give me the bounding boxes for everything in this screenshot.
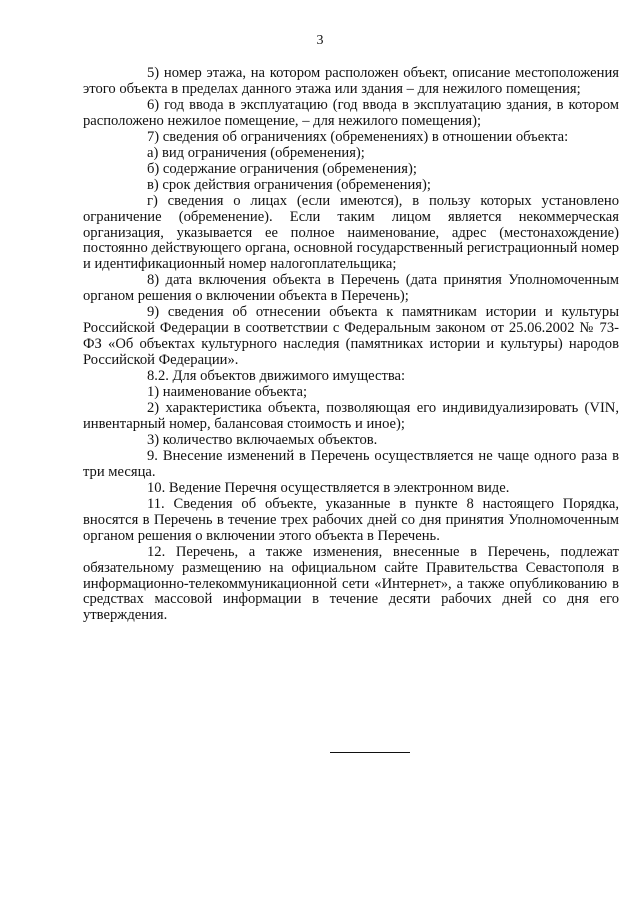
paragraph-clause-11: 11. Сведения об объекте, указанные в пункте 8 настоящего Порядка, вносятся в Перечень в течение трех рабочих дней со дня принятия Уполномоченным органом решения о включении этого объекта в Перечень. (83, 495, 619, 544)
paragraph-item-8-date: 8) дата включения объекта в Перечень (дата принятия Уполномоченным органом решения о включении объекта в Перечень); (83, 272, 619, 305)
paragraph-clause-9: 9. Внесение изменений в Перечень осуществляется не чаще одного раза в три месяца. (83, 447, 619, 480)
paragraph-item-5-floor: 5) номер этажа, на котором расположен объект, описание местоположения этого объекта в пределах данного этажа или здания – для нежилого помещения; (83, 65, 619, 97)
paragraph-section-8-2: 8.2. Для объектов движимого имущества: (147, 368, 406, 385)
paragraph-movable-1: 1) наименование объекта; (147, 384, 308, 401)
paragraph-item-7-restrictions: 7) сведения об ограничениях (обременениях) в отношении объекта: (147, 128, 569, 145)
paragraph-subitem-g: г) сведения о лицах (если имеются), в пользу которых установлено ограничение (обременение). Если таким лицом является некоммерческая организация, указывается ее полное наименование, адрес (местонахождение) постоянно действующего органа, основной государственный регистрационный номер и идентификационный номер налогоплательщика; (83, 192, 619, 273)
closing-divider-line (330, 752, 410, 753)
page-number: 3 (316, 33, 324, 48)
paragraph-item-6-year: 6) год ввода в эксплуатацию (год ввода в эксплуатацию здания, в котором расположено нежилое помещение, – для нежилого помещения); (83, 96, 619, 129)
paragraph-movable-2: 2) характеристика объекта, позволяющая его индивидуализировать (VIN, инвентарный номер, балансовая стоимость и иное); (83, 400, 619, 432)
paragraph-subitem-a: а) вид ограничения (обременения); (147, 144, 365, 161)
paragraph-movable-3: 3) количество включаемых объектов. (147, 431, 378, 448)
paragraph-clause-10: 10. Ведение Перечня осуществляется в электронном виде. (147, 479, 510, 496)
paragraph-subitem-v: в) срок действия ограничения (обременения); (147, 176, 431, 193)
paragraph-clause-12: 12. Перечень, а также изменения, внесенные в Перечень, подлежат обязательному размещению на официальном сайте Правительства Севастополя в информационно-телекоммуникационной сети «Интернет», а также опубликованию в средствах массовой информации в течение десяти рабочих дней со дня его утверждения. (83, 543, 619, 624)
paragraph-subitem-b: б) содержание ограничения (обременения); (147, 160, 417, 177)
paragraph-item-9-heritage: 9) сведения об отнесении объекта к памятникам истории и культуры Российской Федерации в соответствии с Федеральным законом от 25.06.2002 № 73-ФЗ «Об объектах культурного наследия (памятниках истории и культуры) народов Российской Федерации». (83, 304, 619, 369)
document-body (83, 66, 619, 624)
